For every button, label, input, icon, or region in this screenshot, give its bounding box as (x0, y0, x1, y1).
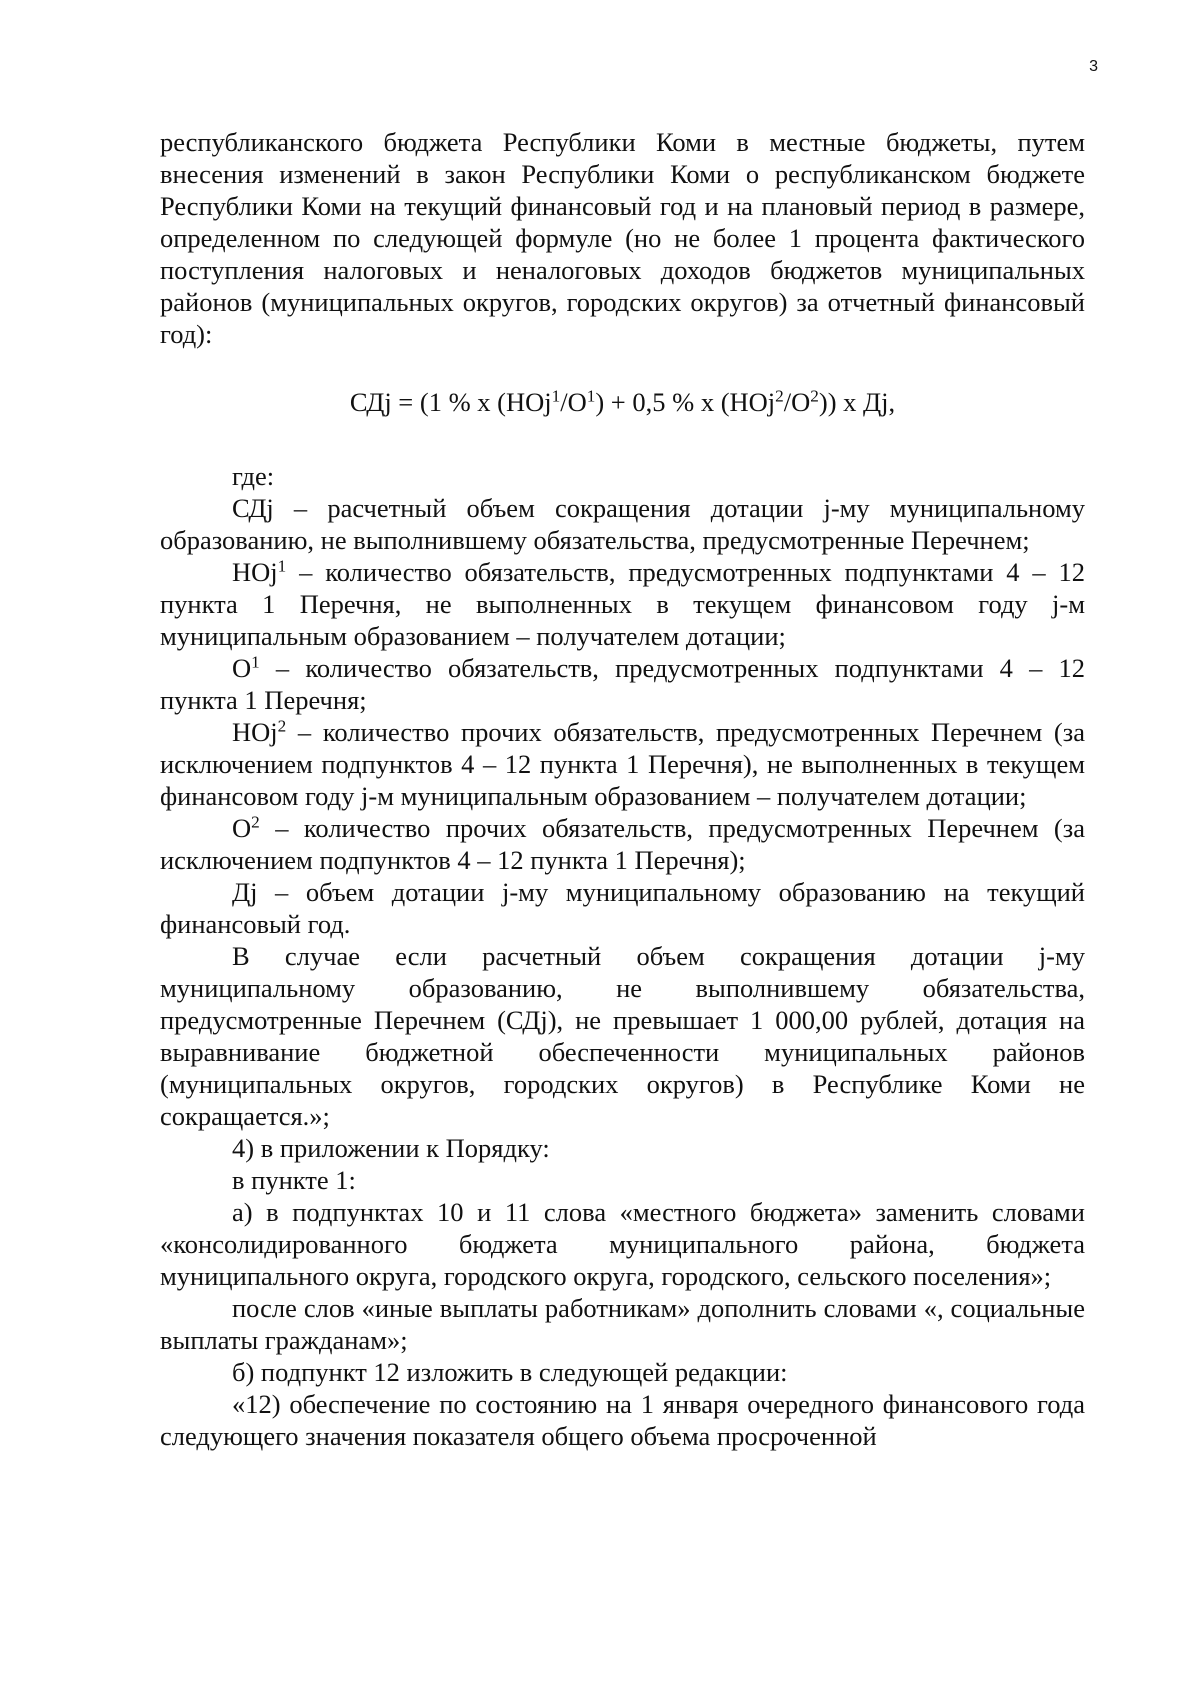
definition-dj: Дj – объем дотации j-му муниципальному образованию на текущий финансовый год. (160, 877, 1085, 939)
where-label: где: (232, 461, 275, 491)
formula-superscript: 1 (551, 386, 561, 406)
definition-o2 (160, 812, 1085, 876)
definition-text: – количество прочих обязательств, предусмотренных Перечнем (за исключением подпунктов 4 – 12 пункта 1 Перечня); (160, 813, 1085, 875)
page-number: 3 (1089, 58, 1098, 75)
paragraph-case: В случае если расчетный объем сокращения дотации j-му муниципальному образованию, не выполнившему обязательства, предусмотренные Перечнем (СДj), не превышает 1 000,00 рублей, дотация на выравнивание бюджетной обеспеченности муниципальных районов (муниципальных округов, городских округов) в Республике Коми не сокращается.»; (160, 941, 1085, 1131)
definition-noj1 (160, 556, 1085, 652)
symbol: О (232, 653, 252, 683)
paragraph-sub-b: б) подпункт 12 изложить в следующей редакции: (232, 1357, 788, 1387)
symbol-superscript: 1 (251, 652, 260, 672)
symbol: НОj (232, 717, 278, 747)
document-body (160, 126, 1085, 1452)
intro-paragraph: республиканского бюджета Республики Коми в местные бюджеты, путем внесения изменений в закон Республики Коми о республиканском бюджете Республики Коми на текущий финансовый год и на плановый период в размере, определенном по следующей формуле (но не более 1 процента фактического поступления налоговых и неналоговых доходов бюджетов муниципальных районов (муниципальных округов, городских округов) за отчетный финансовый год): (160, 127, 1085, 349)
formula-superscript: 2 (810, 386, 819, 406)
paragraph-after-words: после слов «иные выплаты работникам» дополнить словами «, социальные выплаты гражданам»; (160, 1293, 1085, 1355)
paragraph-sub-a: а) в подпунктах 10 и 11 слова «местного бюджета» заменить словами «консолидированного бюджета муниципального района, бюджета муниципального округа, городского округа, городского, сельского поселения»; (160, 1197, 1085, 1291)
formula-part: /О (783, 387, 811, 417)
formula-part: СДj = (1 % х (НОj (349, 387, 552, 417)
symbol: НОj (232, 557, 278, 587)
paragraph-point1: в пункте 1: (232, 1165, 356, 1195)
formula-superscript: 2 (775, 386, 784, 406)
definition-text: – количество обязательств, предусмотренных подпунктами 4 – 12 пункта 1 Перечня; (160, 653, 1085, 715)
definition-noj2 (160, 716, 1085, 812)
paragraph-item4: 4) в приложении к Порядку: (232, 1133, 550, 1163)
symbol-superscript: 2 (277, 716, 287, 736)
symbol: О (232, 813, 252, 843)
definition-sdj: СДj – расчетный объем сокращения дотации j-му муниципальному образованию, не выполнившему обязательства, предусмотренные Перечнем; (160, 493, 1085, 555)
definition-text: – количество прочих обязательств, предусмотренных Перечнем (за исключением подпунктов 4 – 12 пункта 1 Перечня), не выполненных в текущем финансовом году j-м муниципальным образованием – получателем дотации; (160, 717, 1085, 811)
definition-o1 (160, 652, 1085, 716)
formula-part: /О (560, 387, 587, 417)
symbol-superscript: 2 (251, 812, 260, 832)
paragraph-item12: «12) обеспечение по состоянию на 1 января очередного финансового года следующего значения показателя общего объема просроченной (160, 1389, 1085, 1451)
formula-part: )) х Дj, (818, 387, 896, 417)
formula-part: ) + 0,5 % х (НОj (595, 387, 776, 417)
symbol-superscript: 1 (277, 556, 287, 576)
definition-text: – количество обязательств, предусмотренных подпунктами 4 – 12 пункта 1 Перечня, не выполненных в текущем финансовом году j-м муниципальным образованием – получателем дотации; (160, 557, 1085, 651)
formula (160, 386, 1085, 418)
formula-superscript: 1 (586, 386, 596, 406)
